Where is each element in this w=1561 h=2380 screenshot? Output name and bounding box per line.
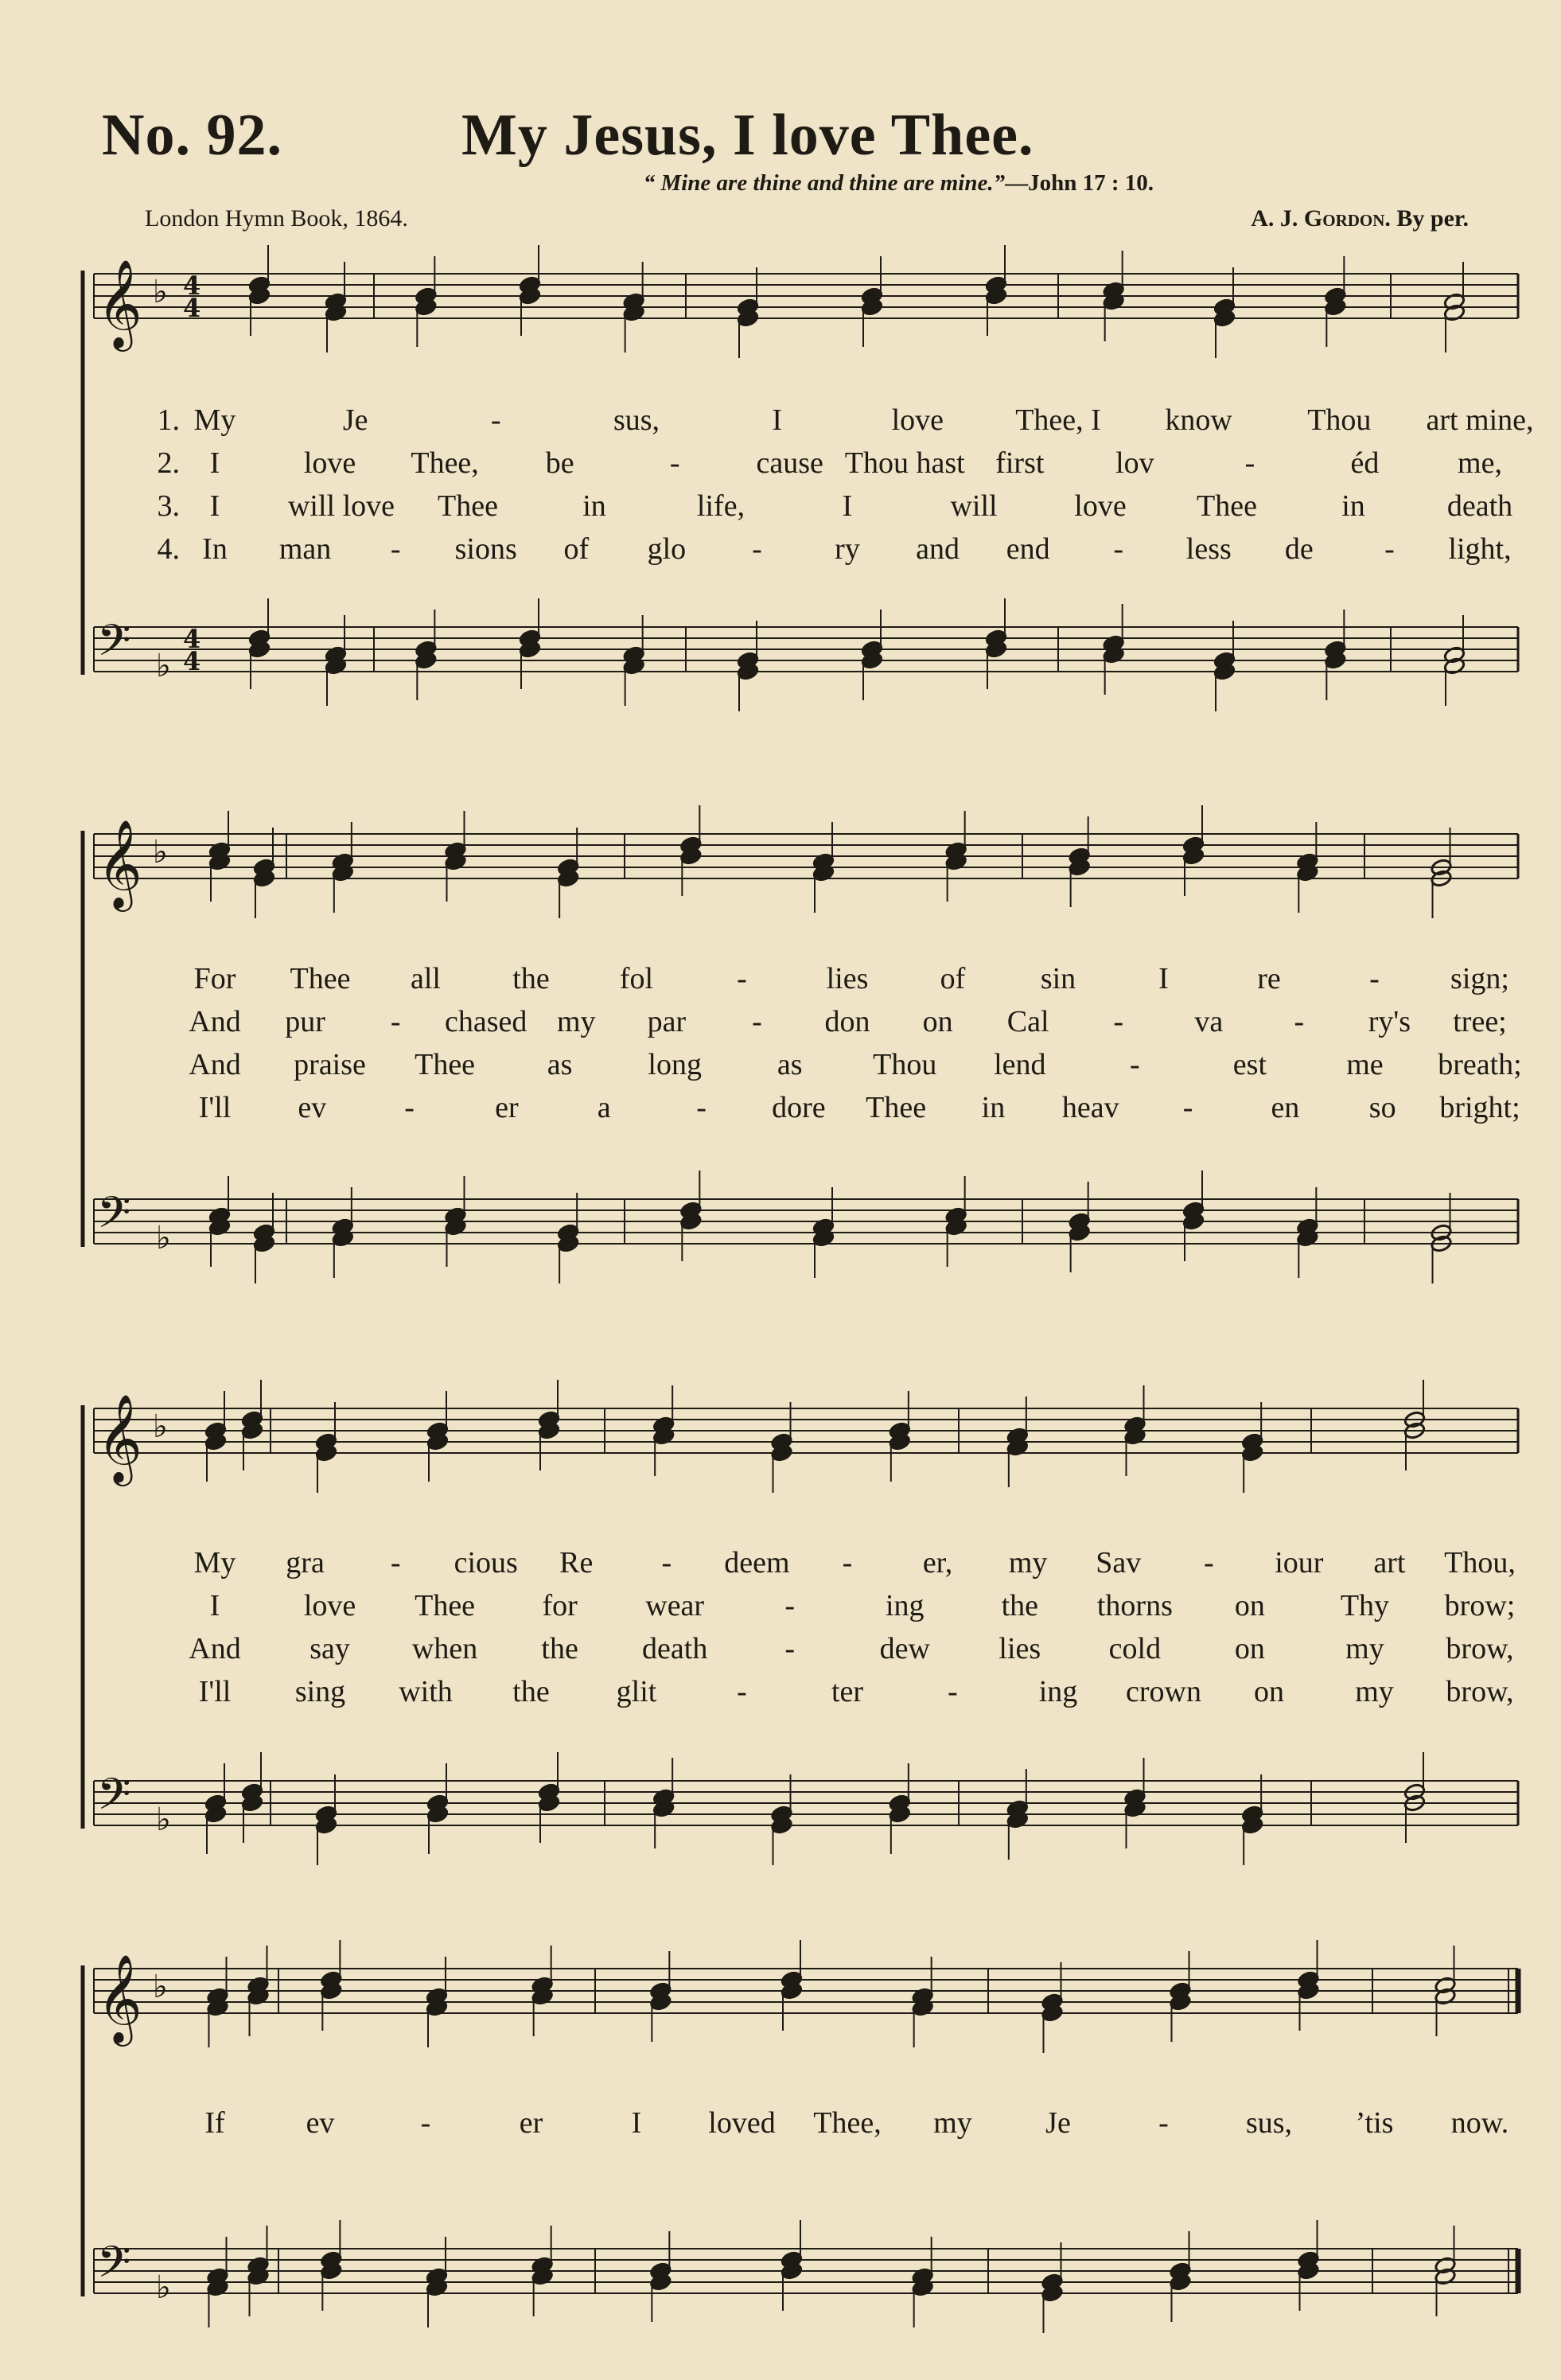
lyric-syllable: - [661,1546,672,1580]
lyric-syllable: lend [994,1048,1046,1081]
composer-initials: A. J. [1251,205,1298,232]
lyric-syllable: Cal [1006,1005,1049,1038]
lyric-syllable: Je [342,403,368,437]
lyric-syllable: Thy [1340,1589,1390,1622]
lyric-syllable: - [1130,1048,1140,1081]
lyric-syllable: heav [1061,1091,1119,1124]
lyric-syllable: fol [619,962,654,995]
bass-notes [204,1752,1426,1865]
lyric-syllable: ing [1038,1675,1078,1708]
lyric-syllable: ing [885,1589,925,1622]
lyric-syllable: ev [298,1091,327,1124]
lyric-syllable: Thee [415,1048,476,1081]
lyric-syllable: love [891,403,944,437]
lyric-syllable: - [1384,532,1395,566]
lyric-syllable: cause [756,446,823,480]
lyric-syllable: en [1271,1091,1300,1124]
lyric-syllable: - [752,1005,762,1038]
lyric-syllable: wear [645,1589,705,1622]
lyric-syllable: in [981,1091,1006,1124]
bass-notes [248,598,1466,711]
lyric-syllable: va [1194,1005,1224,1038]
lyric-syllable: Thee [438,489,498,523]
treble-staff [94,1393,1518,1486]
hymn-title: My Jesus, I love Thee. [461,103,1034,168]
lyric-syllable: my [933,2106,972,2140]
lyric-syllable: sing [294,1675,346,1708]
bass-notes [208,1171,1453,1283]
lyric-syllable: bright; [1439,1091,1520,1124]
lyric-syllable: praise [294,1048,366,1081]
lyric-syllable: I [631,2106,642,2140]
lyric-syllable: - [784,1589,796,1622]
time-signature-bottom: 4 [183,646,201,676]
lyric-syllable: long [648,1048,702,1081]
lyric-syllable: - [1369,962,1380,995]
lyric-syllable: éd [1350,446,1380,480]
lyric-syllable: I [772,403,782,437]
treble-clef: 𝄞 [97,1953,142,2043]
key-flat: ♭ [153,1408,168,1445]
lyric-syllable: first [995,446,1045,480]
lyric-line [0,1588,1561,1623]
lyric-syllable: the [541,1632,578,1665]
lyric-syllable: My [193,1546,236,1580]
lyric-syllable: say [309,1632,350,1665]
treble-clef: 𝄞 [97,1393,142,1482]
lyric-syllable: er, [922,1546,953,1580]
bass-clef: 𝄢 [97,1187,131,1248]
lyric-syllable: er [495,1091,519,1124]
lyric-syllable: Sav [1096,1546,1142,1580]
treble-notes [204,1380,1426,1493]
lyric-line [0,1545,1561,1580]
lyric-syllable: - [1203,1546,1214,1580]
lyric-syllable: - [842,1546,853,1580]
lyric-syllable: If [204,2106,225,2140]
lyric-syllable: a [597,1091,611,1124]
lyric-syllable: tree; [1453,1005,1507,1038]
lyric-syllable: love [303,446,356,480]
verse-number: 4. [157,532,180,566]
lyric-syllable: breath; [1438,1048,1522,1081]
bass-notes [206,2220,1456,2333]
lyric-syllable: and [916,532,960,566]
lyric-syllable: dore [772,1091,826,1124]
lyric-line [0,961,1561,996]
treble-notes [208,805,1453,918]
treble-clef: 𝄞 [97,819,142,908]
lyric-syllable: chased [445,1005,527,1038]
lyric-syllable: I [209,489,220,523]
lyric-syllable: I [842,489,853,523]
lyric-syllable: so [1368,1091,1396,1124]
lyric-syllable: in [582,489,606,523]
lyric-syllable: Thee [1197,489,1257,523]
verse-number: 2. [157,446,180,480]
lyric-syllable: me [1346,1048,1384,1081]
lyric-syllable: And [189,1632,241,1665]
treble-notes [248,245,1466,358]
lyric-syllable: Thee [290,962,351,995]
lyric-syllable: sin [1040,962,1076,995]
lyric-syllable: on [1254,1675,1284,1708]
lyric-syllable: I [209,446,220,480]
lyric-syllable: Thee, [411,446,479,480]
lyric-syllable: the [1001,1589,1039,1622]
key-flat: ♭ [153,834,168,871]
lyric-syllable: ter [831,1675,864,1708]
key-flat: ♭ [156,1220,171,1256]
lyric-syllable: of [563,532,590,566]
lyric-syllable: - [1158,2106,1169,2140]
lyric-syllable: de [1284,532,1314,566]
lyric-syllable: My [193,403,236,437]
hymn-source: London Hymn Book, 1864. [145,205,408,232]
lyric-syllable: I [209,1589,220,1622]
lyric-syllable: - [1244,446,1255,480]
lyric-syllable: when [411,1632,478,1665]
lyric-syllable: - [669,446,680,480]
lyric-syllable: Thee, [813,2106,882,2140]
lyric-syllable: - [390,1005,401,1038]
composer-name: Gordon. [1303,205,1391,232]
lyric-syllable: Thee [866,1091,927,1124]
lyric-syllable: - [390,532,401,566]
lyric-syllable: all [411,962,441,995]
lyric-syllable: as [777,1048,803,1081]
lyric-syllable: par [647,1005,687,1038]
lyric-line [0,489,1561,524]
time-signature-bottom: 4 [183,293,201,323]
lyric-syllable: life, [696,489,745,523]
lyric-line [0,1631,1561,1666]
lyric-syllable: ’tis [1355,2106,1394,2140]
time-signature-top: 4 [183,624,201,654]
lyric-syllable: brow, [1446,1675,1514,1708]
scripture-ref: —John 17 : 10. [1005,170,1154,196]
lyric-syllable: will [950,489,998,523]
key-flat: ♭ [156,1802,171,1838]
lyric-syllable: crown [1126,1675,1201,1708]
lyric-syllable: - [948,1675,958,1708]
lyric-syllable: Thee, I [1015,403,1101,437]
lyric-syllable: - [390,1546,401,1580]
lyric-syllable: the [512,1675,550,1708]
lyric-syllable: - [491,403,501,437]
lyric-syllable: deem [724,1546,790,1580]
lyric-syllable: Thou, [1444,1546,1516,1580]
lyric-syllable: ev [306,2106,335,2140]
lyric-syllable: Thee [415,1589,476,1622]
lyric-syllable: sus, [1245,2106,1293,2140]
lyric-syllable: glo [647,532,687,566]
lyric-syllable: death [642,1632,708,1665]
key-flat: ♭ [156,2269,171,2306]
lyric-syllable: iour [1275,1546,1324,1580]
lyric-syllable: in [1341,489,1365,523]
lyric-syllable: don [824,1005,870,1038]
treble-notes [206,1940,1456,2053]
lyric-syllable: end [1006,532,1050,566]
lyric-syllable: re [1257,962,1281,995]
lyric-syllable: - [737,962,747,995]
lyric-syllable: be [545,446,574,480]
scripture-quote: “ Mine are thine and thine are mine.” [643,170,1006,196]
lyric-syllable: with [399,1675,453,1708]
lyric-syllable: - [1113,1005,1124,1038]
lyric-syllable: my [1355,1675,1394,1708]
lyric-syllable: Thou hast [844,446,965,480]
lyric-syllable: for [542,1589,578,1622]
lyric-syllable: In [202,532,228,566]
lyric-syllable: For [193,962,236,995]
lyric-syllable: Thou [873,1048,937,1081]
lyric-line [0,446,1561,481]
lyric-syllable: - [1113,532,1124,566]
lyric-syllable: - [1294,1005,1305,1038]
lyric-syllable: art [1373,1546,1406,1580]
lyric-syllable: man [278,532,332,566]
lyric-syllable: - [752,532,762,566]
lyric-line [0,403,1561,438]
lyric-syllable: lov [1115,446,1154,480]
lyric-syllable: glit [616,1675,657,1708]
lyric-syllable: thorns [1096,1589,1173,1622]
system-2 [83,805,1518,1283]
treble-staff [94,1953,1518,2047]
lyric-line [0,2105,1561,2140]
treble-staff [94,259,1518,352]
key-flat: ♭ [153,1969,168,2005]
lyric-syllable: me, [1458,446,1502,480]
lyric-syllable: pur [285,1005,325,1038]
lyric-syllable: as [547,1048,573,1081]
lyric-syllable: of [940,962,966,995]
lyric-syllable: I'll [198,1091,232,1124]
lyric-syllable: Thou [1307,403,1372,437]
verse-number: 1. [157,403,180,437]
bass-staff [94,1769,1518,1838]
lyric-line [0,1090,1561,1125]
lyric-line [0,1004,1561,1039]
lyric-syllable: - [696,1091,707,1124]
lyric-syllable: brow; [1444,1589,1516,1622]
treble-clef: 𝄞 [97,259,142,348]
lyric-syllable: lies [826,962,869,995]
lyric-syllable: cold [1108,1632,1162,1665]
lyric-syllable: cious [454,1546,518,1580]
lyric-syllable: - [737,1675,747,1708]
bass-clef: 𝄢 [97,615,131,676]
lyric-syllable: on [1234,1589,1265,1622]
lyric-syllable: now. [1450,2106,1509,2140]
lyric-syllable: Re [559,1546,594,1580]
lyric-syllable: love [1074,489,1127,523]
lyric-syllable: death [1446,489,1513,523]
lyric-syllable: Je [1045,2106,1071,2140]
bass-staff [94,615,1518,684]
lyric-syllable: my [557,1005,596,1038]
lyric-syllable: dew [879,1632,930,1665]
lyric-syllable: my [1008,1546,1048,1580]
lyric-syllable: the [512,962,550,995]
lyric-line [0,1674,1561,1709]
verse-number: 3. [157,489,180,523]
lyric-syllable: on [922,1005,953,1038]
lyric-syllable: - [1182,1091,1193,1124]
lyric-syllable: gra [286,1546,325,1580]
time-signature-top: 4 [183,271,201,301]
lyric-syllable: brow, [1446,1632,1514,1665]
lyric-syllable: ry [835,532,860,566]
lyric-syllable: er [519,2106,543,2140]
permission-note: By per. [1396,205,1469,232]
lyric-syllable: loved [708,2106,776,2140]
lyric-syllable: - [784,1632,796,1665]
lyric-syllable: I'll [198,1675,232,1708]
hymn-number: No. 92. [102,103,282,168]
lyric-syllable: will love [287,489,395,523]
lyric-syllable: - [420,2106,431,2140]
key-flat: ♭ [156,648,171,684]
lyric-syllable: sions [454,532,517,566]
lyric-syllable: ry's [1368,1005,1411,1038]
lyric-syllable: I [1158,962,1169,995]
lyric-syllable: lies [998,1632,1041,1665]
lyric-syllable: love [303,1589,356,1622]
lyric-syllable: my [1345,1632,1384,1665]
bass-clef: 𝄢 [97,1769,131,1830]
bass-clef: 𝄢 [97,2237,131,2298]
lyric-syllable: And [189,1005,241,1038]
lyric-syllable: know [1165,403,1232,437]
lyric-syllable: on [1234,1632,1265,1665]
lyric-syllable: And [189,1048,241,1081]
lyric-syllable: light, [1448,532,1512,566]
key-flat: ♭ [153,274,168,310]
lyric-syllable: sus, [613,403,660,437]
lyric-syllable: art mine, [1426,403,1534,437]
lyric-syllable: - [404,1091,415,1124]
lyric-syllable: sign; [1450,962,1509,995]
lyric-line [0,1047,1561,1082]
lyric-syllable: est [1232,1048,1267,1081]
lyric-syllable: less [1185,532,1232,566]
lyric-line [0,532,1561,567]
